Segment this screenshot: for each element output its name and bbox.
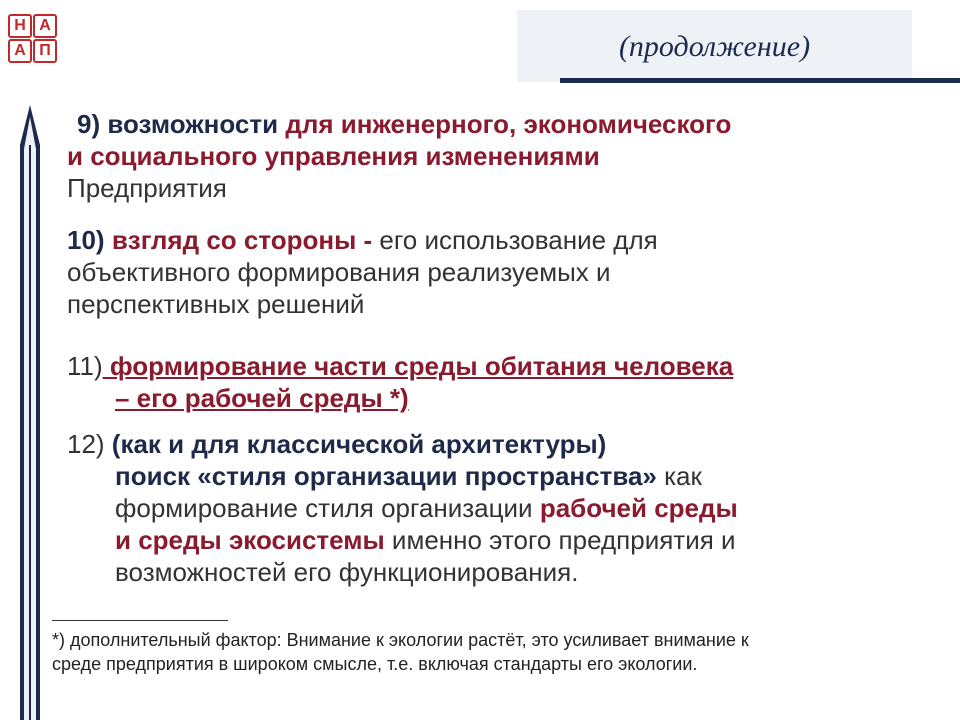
header-rule <box>560 78 960 83</box>
item-11 <box>67 350 733 414</box>
footnote <box>52 628 932 676</box>
item-12-emph: рабочей среды <box>539 493 738 523</box>
page-title: (продолжение) <box>618 30 811 63</box>
footnote-line: среде предприятия в широком смысле, т.е. включая стандарты его экологии. <box>52 654 698 674</box>
item-12-emph-cont: и среды экосистемы <box>115 525 385 555</box>
item-10 <box>67 224 658 320</box>
item-12-text: как <box>656 461 702 491</box>
item-11-emph: формирование части среды обитания человека <box>102 351 734 381</box>
footnote-rule <box>52 620 228 621</box>
item-11-emph-cont: – его рабочей среды *) <box>115 383 409 413</box>
logo-letter: П <box>33 39 57 63</box>
item-9-emph-cont: и социального управления изменениями <box>67 141 600 171</box>
item-9 <box>67 108 731 204</box>
item-10-text-cont: объективного формирования реализуемых и <box>67 257 611 287</box>
item-10-text-cont: перспективных решений <box>67 289 365 319</box>
item-10-dash: - <box>356 225 373 255</box>
item-12-text: формирование стиля организации <box>115 493 540 523</box>
logo-letter: Н <box>8 14 32 38</box>
item-12-text: возможностей его функционирования. <box>115 557 579 587</box>
item-number: 9) <box>77 109 101 139</box>
item-number: 10) <box>67 225 105 255</box>
item-9-emph: для инженерного, экономического <box>285 109 732 139</box>
item-9-lead: возможности <box>107 109 279 139</box>
item-9-text: Предприятия <box>67 173 227 203</box>
footnote-line: *) дополнительный фактор: Внимание к экологии растёт, это усиливает внимание к <box>52 630 749 650</box>
item-12-text: именно этого предприятия и <box>384 525 736 555</box>
logo-letter: А <box>33 14 57 38</box>
item-12 <box>67 428 738 588</box>
item-12-lead-cont: поиск «стиля организации пространства» <box>115 461 657 491</box>
item-number: 11) <box>67 351 103 381</box>
logo <box>8 14 56 62</box>
side-bar-decoration <box>10 105 50 720</box>
item-number: 12) <box>67 429 105 459</box>
item-12-lead: (как и для классической архитектуры) <box>104 429 607 459</box>
item-10-text: его использование для <box>372 225 658 255</box>
logo-letter: А <box>8 39 32 63</box>
item-10-emph: взгляд со стороны <box>111 225 357 255</box>
